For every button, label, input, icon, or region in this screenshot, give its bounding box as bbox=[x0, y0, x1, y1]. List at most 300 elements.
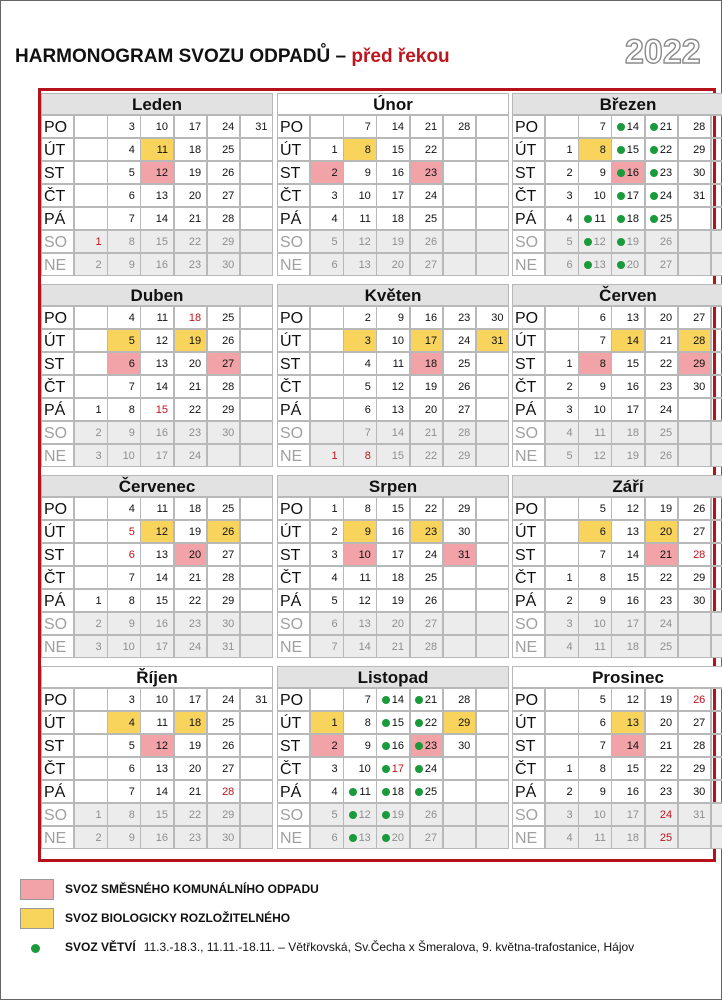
day-number: 8 bbox=[364, 717, 371, 729]
day-number: 30 bbox=[222, 832, 235, 844]
week-row bbox=[277, 375, 509, 398]
day-cell bbox=[578, 826, 612, 849]
day-number: 11 bbox=[594, 832, 606, 844]
empty-cell bbox=[240, 375, 274, 398]
day-cell bbox=[343, 421, 377, 444]
month-name: Červen bbox=[512, 284, 722, 306]
day-number: 12 bbox=[358, 809, 371, 821]
legend-branches-note: 11.3.-18.3., 11.11.-18.11. – Větřkovská, Sv.Čecha x Šmeralova, 9. května-trafostanice, Hájov bbox=[143, 940, 635, 954]
day-cell bbox=[645, 352, 679, 375]
day-cell bbox=[545, 444, 579, 467]
day-number: 16 bbox=[391, 526, 404, 538]
day-cell bbox=[310, 734, 344, 757]
day-cell bbox=[174, 612, 208, 635]
week-row bbox=[41, 612, 273, 635]
day-number: 16 bbox=[155, 259, 168, 271]
day-cell bbox=[140, 497, 174, 520]
empty-cell bbox=[443, 803, 477, 826]
week-row bbox=[41, 543, 273, 566]
day-number: 14 bbox=[358, 641, 371, 653]
day-cell bbox=[476, 306, 510, 329]
day-cell bbox=[107, 497, 141, 520]
day-number: 8 bbox=[364, 450, 371, 462]
day-number: 10 bbox=[155, 121, 168, 133]
week-row bbox=[512, 688, 722, 711]
empty-cell bbox=[476, 207, 510, 230]
day-cell bbox=[376, 161, 410, 184]
day-label: SO bbox=[277, 803, 310, 826]
day-cell bbox=[443, 543, 477, 566]
day-number: 7 bbox=[364, 427, 371, 439]
empty-cell bbox=[711, 826, 722, 849]
empty-cell bbox=[711, 734, 722, 757]
day-number: 19 bbox=[626, 236, 639, 248]
day-number: 16 bbox=[391, 740, 404, 752]
day-cell bbox=[310, 253, 344, 276]
day-number: 10 bbox=[122, 641, 135, 653]
month-srpen bbox=[277, 475, 509, 658]
day-cell bbox=[611, 375, 645, 398]
day-label: SO bbox=[41, 803, 74, 826]
day-number: 11 bbox=[359, 786, 371, 798]
week-row bbox=[512, 826, 722, 849]
day-cell bbox=[645, 826, 679, 849]
day-cell bbox=[343, 803, 377, 826]
day-label: ST bbox=[277, 543, 310, 566]
day-cell bbox=[611, 566, 645, 589]
day-number: 28 bbox=[458, 694, 471, 706]
day-cell bbox=[645, 230, 679, 253]
month-leden bbox=[41, 93, 273, 276]
empty-cell bbox=[711, 543, 722, 566]
empty-cell bbox=[711, 612, 722, 635]
day-number: 2 bbox=[95, 259, 102, 271]
day-number: 31 bbox=[693, 190, 706, 202]
empty-cell bbox=[240, 757, 274, 780]
day-number: 6 bbox=[331, 618, 338, 630]
day-label: NE bbox=[41, 253, 74, 276]
week-row bbox=[41, 230, 273, 253]
day-number: 5 bbox=[364, 381, 371, 393]
day-cell bbox=[140, 115, 174, 138]
week-row bbox=[277, 826, 509, 849]
day-cell bbox=[310, 780, 344, 803]
day-number: 5 bbox=[331, 236, 338, 248]
day-cell bbox=[410, 421, 444, 444]
week-row bbox=[41, 138, 273, 161]
day-number: 15 bbox=[391, 503, 404, 515]
day-cell bbox=[343, 543, 377, 566]
day-number: 24 bbox=[659, 190, 673, 202]
empty-cell bbox=[711, 566, 722, 589]
empty-cell bbox=[476, 421, 510, 444]
day-number: 14 bbox=[155, 572, 168, 584]
day-number: 29 bbox=[693, 358, 706, 370]
empty-cell bbox=[310, 352, 344, 375]
legend-mixed-label: SVOZ SMĚSNÉHO KOMUNÁLNÍHO ODPADU bbox=[65, 882, 319, 896]
day-cell bbox=[207, 497, 241, 520]
day-number: 18 bbox=[626, 213, 639, 225]
week-row bbox=[512, 184, 722, 207]
day-cell bbox=[678, 711, 712, 734]
day-label: ÚT bbox=[277, 138, 310, 161]
day-cell bbox=[410, 803, 444, 826]
day-cell bbox=[545, 589, 579, 612]
week-row bbox=[41, 161, 273, 184]
month-name: Srpen bbox=[277, 475, 509, 497]
branch-pickup-dot bbox=[382, 696, 390, 704]
day-number: 21 bbox=[424, 427, 438, 439]
branch-pickup-dot bbox=[382, 834, 390, 842]
day-cell bbox=[343, 444, 377, 467]
day-number: 2 bbox=[566, 786, 573, 798]
day-cell bbox=[207, 230, 241, 253]
day-cell bbox=[545, 161, 579, 184]
week-row bbox=[277, 734, 509, 757]
empty-cell bbox=[74, 375, 108, 398]
day-label: ÚT bbox=[512, 138, 545, 161]
week-row bbox=[512, 230, 722, 253]
empty-cell bbox=[476, 734, 510, 757]
day-number: 29 bbox=[222, 404, 235, 416]
day-cell bbox=[376, 398, 410, 421]
day-label: PÁ bbox=[41, 398, 74, 421]
day-number: 22 bbox=[424, 503, 438, 515]
week-row bbox=[41, 757, 273, 780]
day-cell bbox=[410, 635, 444, 658]
day-number: 14 bbox=[626, 549, 639, 561]
day-cell bbox=[578, 161, 612, 184]
day-number: 6 bbox=[331, 832, 338, 844]
day-cell bbox=[74, 421, 108, 444]
day-number: 1 bbox=[95, 236, 102, 248]
legend-branches-row bbox=[65, 940, 634, 954]
day-number: 27 bbox=[693, 717, 706, 729]
empty-cell bbox=[711, 635, 722, 658]
empty-cell bbox=[545, 520, 579, 543]
day-number: 3 bbox=[566, 404, 573, 416]
day-cell bbox=[678, 184, 712, 207]
day-cell bbox=[140, 803, 174, 826]
day-cell bbox=[310, 161, 344, 184]
day-cell bbox=[443, 520, 477, 543]
month-name: Leden bbox=[41, 93, 273, 115]
day-cell bbox=[611, 421, 645, 444]
day-cell bbox=[410, 138, 444, 161]
empty-cell bbox=[74, 352, 108, 375]
day-cell bbox=[174, 826, 208, 849]
day-number: 20 bbox=[659, 717, 673, 729]
day-number: 5 bbox=[599, 694, 606, 706]
day-cell bbox=[343, 230, 377, 253]
week-row bbox=[41, 253, 273, 276]
day-number: 6 bbox=[599, 312, 606, 324]
day-cell bbox=[678, 734, 712, 757]
day-cell bbox=[140, 589, 174, 612]
branch-pickup-dot bbox=[650, 169, 658, 177]
day-cell bbox=[545, 612, 579, 635]
day-number: 29 bbox=[458, 450, 471, 462]
day-cell bbox=[140, 184, 174, 207]
day-cell bbox=[343, 566, 377, 589]
day-cell bbox=[310, 497, 344, 520]
day-number: 24 bbox=[458, 335, 471, 347]
day-number: 19 bbox=[391, 809, 404, 821]
day-label: PÁ bbox=[512, 207, 545, 230]
empty-cell bbox=[711, 375, 722, 398]
day-cell bbox=[611, 184, 645, 207]
empty-cell bbox=[476, 444, 510, 467]
day-number: 23 bbox=[188, 832, 202, 844]
day-cell bbox=[343, 375, 377, 398]
day-cell bbox=[611, 520, 645, 543]
day-number: 21 bbox=[391, 641, 404, 653]
empty-cell bbox=[476, 253, 510, 276]
day-label: ST bbox=[512, 352, 545, 375]
day-cell bbox=[174, 115, 208, 138]
day-cell bbox=[376, 711, 410, 734]
day-number: 16 bbox=[626, 167, 639, 179]
week-row bbox=[277, 566, 509, 589]
day-cell bbox=[578, 375, 612, 398]
day-number: 11 bbox=[156, 144, 168, 156]
day-number: 22 bbox=[424, 450, 438, 462]
branch-pickup-dot bbox=[617, 215, 625, 223]
day-cell bbox=[207, 635, 241, 658]
day-cell bbox=[107, 398, 141, 421]
day-cell bbox=[645, 612, 679, 635]
empty-cell bbox=[476, 352, 510, 375]
day-number: 26 bbox=[222, 335, 235, 347]
day-cell bbox=[611, 757, 645, 780]
day-label: NE bbox=[41, 635, 74, 658]
day-label: PÁ bbox=[277, 589, 310, 612]
day-number: 18 bbox=[626, 641, 639, 653]
day-number: 9 bbox=[128, 618, 135, 630]
empty-cell bbox=[74, 184, 108, 207]
week-row bbox=[41, 352, 273, 375]
day-number: 11 bbox=[594, 427, 606, 439]
day-number: 3 bbox=[331, 549, 338, 561]
day-number: 25 bbox=[424, 213, 438, 225]
day-cell bbox=[174, 734, 208, 757]
day-number: 23 bbox=[188, 427, 202, 439]
day-cell bbox=[645, 711, 679, 734]
day-cell bbox=[343, 780, 377, 803]
day-cell bbox=[140, 612, 174, 635]
day-cell bbox=[343, 757, 377, 780]
day-number: 9 bbox=[599, 167, 606, 179]
week-row bbox=[512, 253, 722, 276]
day-cell bbox=[678, 138, 712, 161]
day-cell bbox=[343, 589, 377, 612]
day-number: 25 bbox=[222, 144, 235, 156]
branch-pickup-dot bbox=[382, 742, 390, 750]
empty-cell bbox=[443, 757, 477, 780]
empty-cell bbox=[240, 444, 274, 467]
empty-cell bbox=[443, 138, 477, 161]
day-cell bbox=[443, 115, 477, 138]
day-number: 1 bbox=[331, 144, 338, 156]
day-cell bbox=[174, 444, 208, 467]
week-row bbox=[41, 329, 273, 352]
day-cell bbox=[645, 207, 679, 230]
day-number: 17 bbox=[626, 809, 639, 821]
day-number: 25 bbox=[659, 641, 673, 653]
day-cell bbox=[578, 444, 612, 467]
day-cell bbox=[678, 780, 712, 803]
month-květen bbox=[277, 284, 509, 467]
day-number: 31 bbox=[491, 335, 504, 347]
week-row bbox=[512, 161, 722, 184]
day-number: 13 bbox=[155, 763, 168, 775]
day-number: 27 bbox=[458, 404, 471, 416]
day-label: SO bbox=[512, 612, 545, 635]
day-cell bbox=[140, 520, 174, 543]
week-row bbox=[512, 115, 722, 138]
day-cell bbox=[611, 612, 645, 635]
week-row bbox=[277, 161, 509, 184]
day-cell bbox=[678, 803, 712, 826]
month-name: Říjen bbox=[41, 666, 273, 688]
week-row bbox=[41, 421, 273, 444]
day-cell bbox=[410, 520, 444, 543]
day-cell bbox=[310, 444, 344, 467]
day-number: 15 bbox=[391, 144, 404, 156]
day-label: ÚT bbox=[277, 711, 310, 734]
empty-cell bbox=[240, 207, 274, 230]
branch-pickup-dot bbox=[415, 765, 423, 773]
week-row bbox=[277, 115, 509, 138]
empty-cell bbox=[74, 306, 108, 329]
day-number: 4 bbox=[331, 213, 338, 225]
day-number: 28 bbox=[693, 549, 706, 561]
day-cell bbox=[107, 612, 141, 635]
day-cell bbox=[107, 161, 141, 184]
day-label: PÁ bbox=[41, 207, 74, 230]
day-number: 22 bbox=[659, 763, 673, 775]
day-number: 3 bbox=[566, 809, 573, 821]
empty-cell bbox=[476, 757, 510, 780]
day-number: 8 bbox=[599, 572, 606, 584]
day-cell bbox=[410, 375, 444, 398]
day-number: 28 bbox=[693, 335, 706, 347]
empty-cell bbox=[678, 253, 712, 276]
empty-cell bbox=[678, 612, 712, 635]
day-number: 31 bbox=[458, 549, 471, 561]
day-cell bbox=[476, 329, 510, 352]
day-cell bbox=[174, 711, 208, 734]
day-number: 5 bbox=[331, 595, 338, 607]
week-row bbox=[277, 635, 509, 658]
day-cell bbox=[678, 352, 712, 375]
day-cell bbox=[140, 253, 174, 276]
empty-cell bbox=[476, 230, 510, 253]
day-cell bbox=[376, 115, 410, 138]
day-number: 14 bbox=[155, 213, 168, 225]
day-label: ČT bbox=[512, 184, 545, 207]
day-cell bbox=[578, 612, 612, 635]
day-number: 25 bbox=[424, 572, 438, 584]
day-cell bbox=[207, 711, 241, 734]
day-number: 3 bbox=[331, 190, 338, 202]
month-name: Červenec bbox=[41, 475, 273, 497]
empty-cell bbox=[476, 520, 510, 543]
day-cell bbox=[578, 398, 612, 421]
empty-cell bbox=[476, 612, 510, 635]
day-cell bbox=[376, 497, 410, 520]
week-row bbox=[277, 497, 509, 520]
day-number: 30 bbox=[693, 381, 706, 393]
day-cell bbox=[578, 520, 612, 543]
day-number: 7 bbox=[599, 740, 606, 752]
day-number: 28 bbox=[222, 213, 235, 225]
branch-pickup-dot bbox=[584, 215, 592, 223]
week-row bbox=[277, 306, 509, 329]
day-number: 3 bbox=[566, 190, 573, 202]
day-cell bbox=[310, 230, 344, 253]
day-number: 17 bbox=[391, 763, 404, 775]
day-label: ČT bbox=[277, 184, 310, 207]
day-number: 14 bbox=[626, 121, 639, 133]
day-number: 16 bbox=[155, 427, 168, 439]
empty-cell bbox=[74, 688, 108, 711]
empty-cell bbox=[240, 138, 274, 161]
day-label: PO bbox=[512, 115, 545, 138]
empty-cell bbox=[678, 635, 712, 658]
day-number: 26 bbox=[424, 236, 438, 248]
day-number: 20 bbox=[188, 549, 202, 561]
day-number: 22 bbox=[424, 717, 438, 729]
day-cell bbox=[140, 230, 174, 253]
day-number: 12 bbox=[155, 740, 168, 752]
day-number: 10 bbox=[358, 190, 371, 202]
day-cell bbox=[207, 757, 241, 780]
week-row bbox=[277, 520, 509, 543]
day-number: 17 bbox=[626, 618, 639, 630]
empty-cell bbox=[711, 398, 722, 421]
day-number: 30 bbox=[693, 786, 706, 798]
empty-cell bbox=[443, 612, 477, 635]
day-cell bbox=[611, 352, 645, 375]
day-number: 7 bbox=[599, 335, 606, 347]
day-cell bbox=[410, 161, 444, 184]
day-label: SO bbox=[277, 421, 310, 444]
day-number: 30 bbox=[693, 595, 706, 607]
day-number: 26 bbox=[424, 595, 438, 607]
day-number: 27 bbox=[222, 549, 235, 561]
empty-cell bbox=[711, 444, 722, 467]
day-label: SO bbox=[41, 612, 74, 635]
day-number: 7 bbox=[599, 549, 606, 561]
empty-cell bbox=[240, 612, 274, 635]
day-cell bbox=[140, 543, 174, 566]
day-cell bbox=[107, 306, 141, 329]
day-cell bbox=[410, 253, 444, 276]
empty-cell bbox=[443, 826, 477, 849]
day-cell bbox=[310, 612, 344, 635]
week-row bbox=[277, 757, 509, 780]
empty-cell bbox=[74, 711, 108, 734]
day-number: 14 bbox=[626, 335, 639, 347]
day-cell bbox=[174, 688, 208, 711]
week-row bbox=[277, 138, 509, 161]
day-cell bbox=[174, 635, 208, 658]
day-cell bbox=[578, 352, 612, 375]
day-cell bbox=[107, 543, 141, 566]
day-cell bbox=[207, 826, 241, 849]
branch-pickup-dot bbox=[617, 169, 625, 177]
